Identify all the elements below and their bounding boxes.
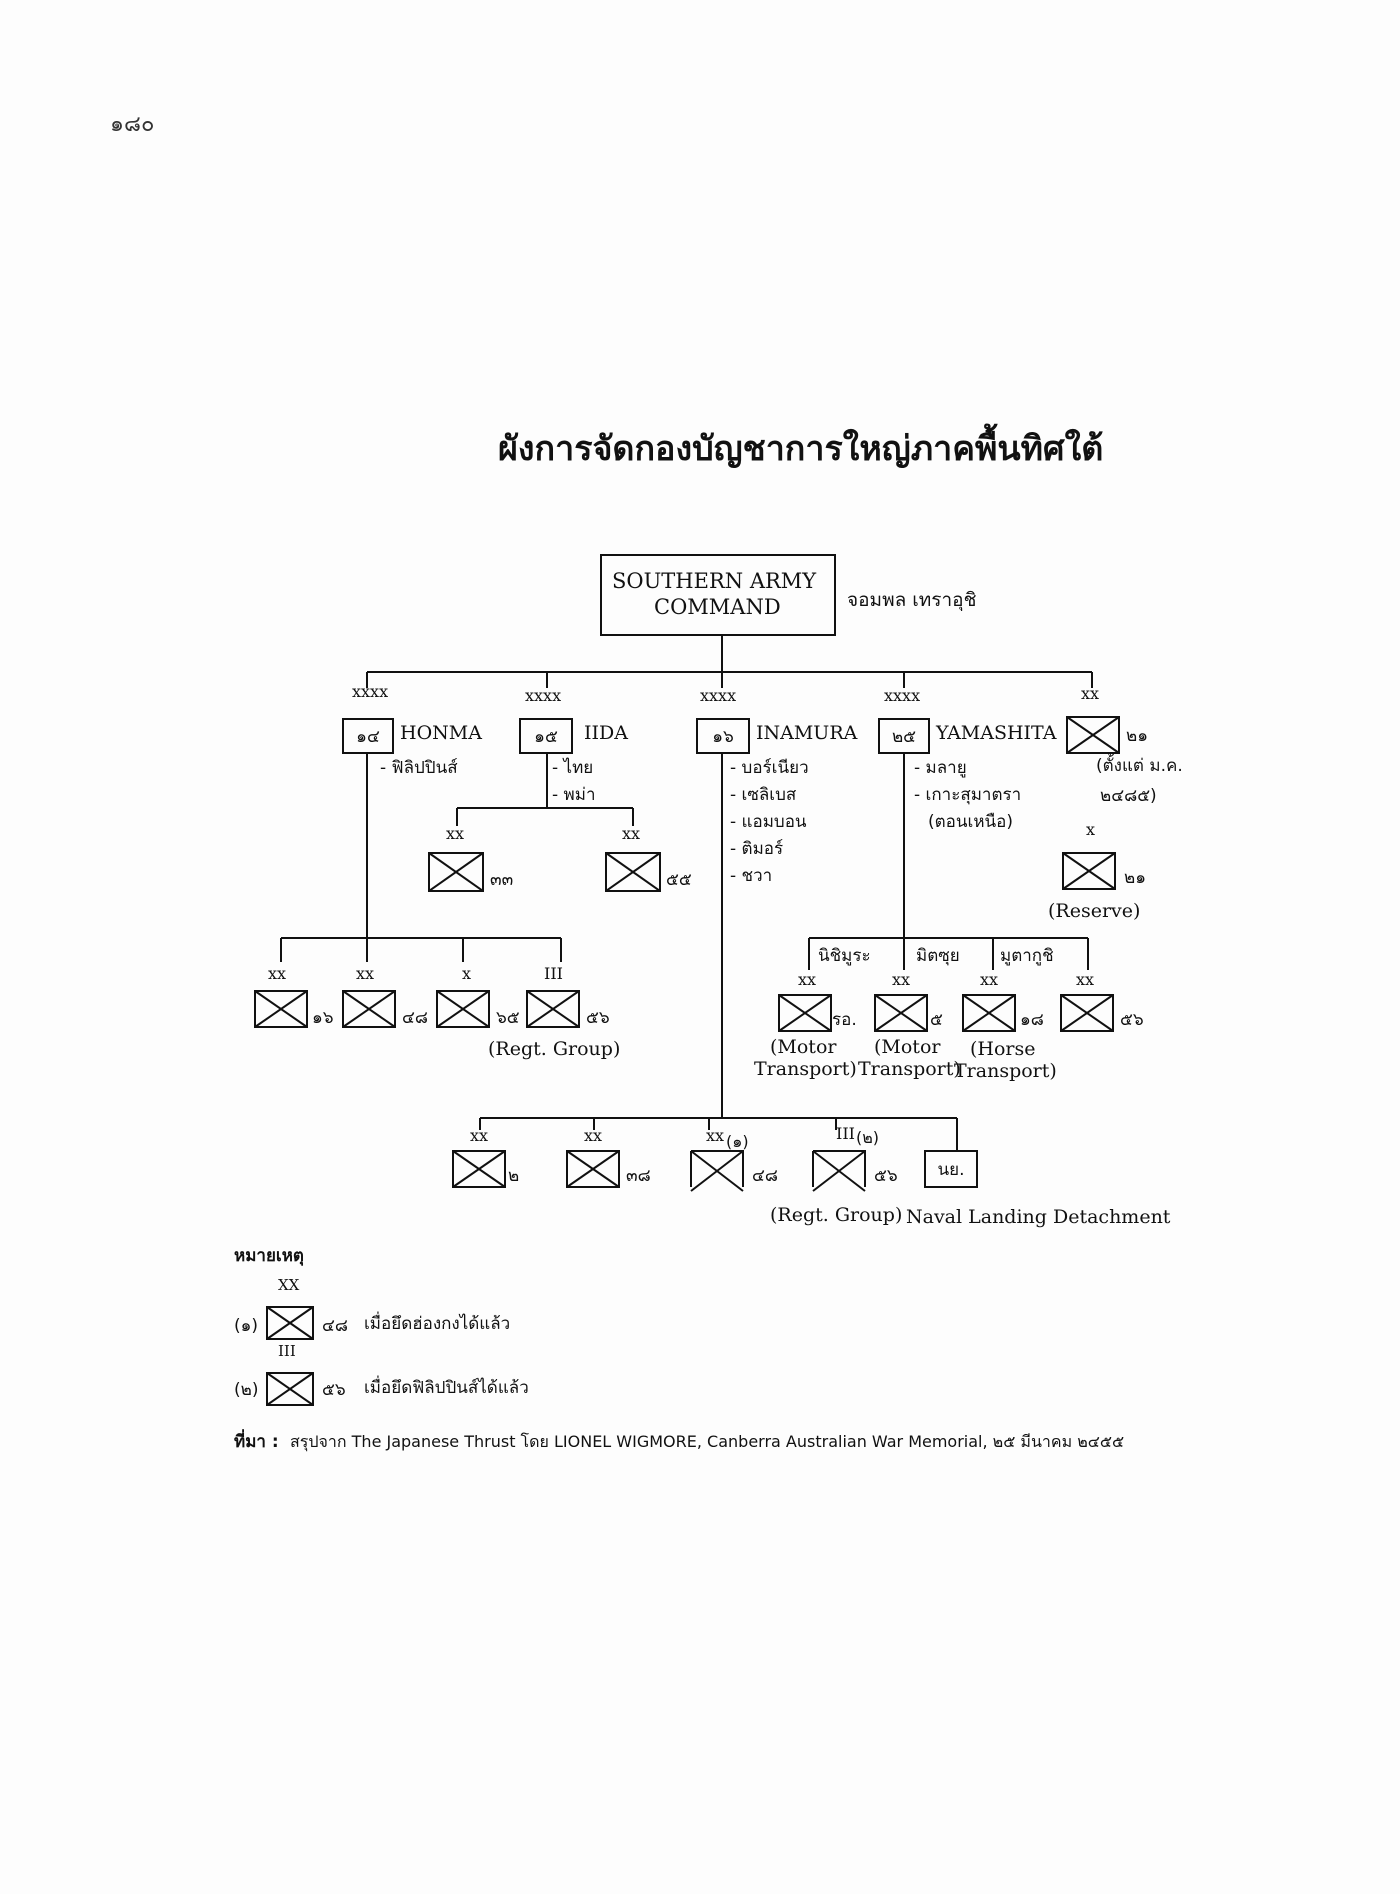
honma-unit-65-x-box — [436, 990, 490, 1028]
army-16-area-4: - ติมอร์ — [730, 839, 784, 859]
yamashita-unit-5-x-box — [874, 994, 928, 1032]
inamura-unit-56-ref: (๒) — [856, 1128, 880, 1147]
yamashita-note-1-line1: (Motor — [770, 1036, 837, 1058]
army-15-name: IIDA — [584, 722, 628, 744]
reserve-echelon: x — [1086, 820, 1096, 839]
army-15-echelon: xxxx — [525, 686, 562, 705]
honma-unit-56-number: ๕๖ — [586, 1008, 610, 1028]
honma-unit-48-number: ๔๘ — [402, 1008, 428, 1028]
yamashita-unit-56-number: ๕๖ — [1120, 1010, 1144, 1030]
iida-unit-33-x-box — [428, 852, 484, 892]
yamashita-commander-3: มูตากูชิ — [1000, 946, 1054, 966]
yamashita-note-2-line2: Transport) — [858, 1058, 961, 1080]
army-14-area-1: - ฟิลิปปินส์ — [380, 758, 458, 778]
remark-2-text: เมื่อยึดฟิลิปปินส์ได้แล้ว — [364, 1378, 529, 1398]
yamashita-unit-ro-number: รอ. — [832, 1010, 857, 1030]
inamura-unit-48-x-box — [690, 1150, 744, 1192]
yamashita-unit-56-echelon: xx — [1076, 970, 1095, 989]
yamashita-note-2-line1: (Motor — [874, 1036, 941, 1058]
source-label: ที่มา : — [234, 1432, 279, 1452]
remark-1-ref: (๑) — [234, 1316, 259, 1336]
inamura-unit-56-x-box — [812, 1150, 866, 1192]
page-number: ๑๘๐ — [110, 112, 155, 137]
army-14-echelon: xxxx — [352, 682, 389, 701]
army-16-box: ๑๖ — [696, 718, 750, 754]
inamura-unit-38-number: ๓๘ — [626, 1166, 651, 1186]
honma-unit-48-x-box — [342, 990, 396, 1028]
yamashita-commander-2: มิตซุย — [916, 946, 960, 966]
iida-unit-55-x-box — [605, 852, 661, 892]
southern-army-line1: SOUTHERN ARMY — [612, 569, 817, 593]
honma-unit-16-x-box — [254, 990, 308, 1028]
yamashita-unit-ro-x-box — [778, 994, 832, 1032]
inamura-unit-48-echelon: xx — [706, 1126, 725, 1145]
remark-1-number: ๔๘ — [322, 1316, 348, 1336]
army-25-area-3: (ตอนเหนือ) — [928, 812, 1013, 832]
remark-2-number: ๕๖ — [322, 1380, 346, 1400]
commander-name: จอมพล เทราอุชิ — [847, 589, 977, 611]
source-text: สรุปจาก The Japanese Thrust โดย LIONEL WIGMORE, Canberra Australian War Memorial, ๒๕ มีนาคม ๒๔๕๕ — [290, 1432, 1125, 1451]
reserve-number: ๒๑ — [1124, 868, 1146, 888]
army-16-name: INAMURA — [756, 722, 858, 744]
army-16-area-5: - ชวา — [730, 866, 773, 886]
remark-2-x-box — [266, 1372, 314, 1406]
remark-1-x-box — [266, 1306, 314, 1340]
remarks-heading: หมายเหตุ — [234, 1246, 304, 1266]
army-25-area-1: - มลายู — [914, 758, 967, 778]
remark-1-text: เมื่อยึดฮ่องกงได้แล้ว — [364, 1314, 511, 1334]
army-25-name: YAMASHITA — [936, 722, 1057, 744]
yamashita-unit-56-x-box — [1060, 994, 1114, 1032]
yamashita-unit-5-number: ๕ — [930, 1010, 943, 1030]
inamura-unit-48-number: ๔๘ — [752, 1166, 778, 1186]
inamura-unit-2-x-box — [452, 1150, 506, 1188]
inamura-unit-2-number: ๒ — [508, 1166, 520, 1186]
div-21-echelon: xx — [1081, 684, 1100, 703]
army-15-box: ๑๕ — [519, 718, 573, 754]
yamashita-unit-18-x-box — [962, 994, 1016, 1032]
remark-2-echelon: III — [278, 1342, 296, 1360]
div-21-note-2: ๒๔๘๕) — [1100, 786, 1157, 806]
naval-landing-box: นย. — [924, 1150, 978, 1188]
honma-unit-48-echelon: xx — [356, 964, 375, 983]
yamashita-unit-18-number: ๑๘ — [1020, 1010, 1044, 1030]
yamashita-commander-1: นิชิมูระ — [818, 946, 871, 966]
div-21-number: ๒๑ — [1126, 726, 1148, 746]
army-16-area-1: - บอร์เนียว — [730, 758, 809, 778]
div-21-x-box — [1066, 716, 1120, 754]
honma-unit-16-number: ๑๖ — [312, 1008, 334, 1028]
army-15-area-1: - ไทย — [552, 758, 594, 778]
inamura-unit-2-echelon: xx — [470, 1126, 489, 1145]
army-14-box: ๑๔ — [342, 718, 394, 754]
inamura-unit-56-echelon: III — [836, 1124, 855, 1143]
inamura-unit-38-echelon: xx — [584, 1126, 603, 1145]
naval-landing-detachment: Naval Landing Detachment — [906, 1206, 1171, 1228]
inamura-unit-38-x-box — [566, 1150, 620, 1188]
honma-unit-56-x-box — [526, 990, 580, 1028]
inamura-unit-48-ref: (๑) — [726, 1132, 749, 1151]
army-25-box: ๒๕ — [878, 718, 930, 754]
honma-unit-65-echelon: x — [462, 964, 472, 983]
iida-unit-55-echelon: xx — [622, 824, 641, 843]
yamashita-note-3-line1: (Horse — [970, 1038, 1036, 1060]
honma-unit-65-number: ๖๕ — [496, 1008, 520, 1028]
yamashita-note-1-line2: Transport) — [754, 1058, 857, 1080]
iida-unit-33-echelon: xx — [446, 824, 465, 843]
chart-title: ผังการจัดกองบัญชาการใหญ่ภาคพื้นทิศใต้ — [498, 429, 1104, 469]
reserve-x-box — [1062, 852, 1116, 890]
iida-unit-55-number: ๕๕ — [666, 870, 692, 890]
remark-2-ref: (๒) — [234, 1380, 259, 1400]
army-25-area-2: - เกาะสุมาตรา — [914, 785, 1022, 805]
honma-unit-16-echelon: xx — [268, 964, 287, 983]
army-15-area-2: - พม่า — [552, 785, 596, 805]
army-16-echelon: xxxx — [700, 686, 737, 705]
honma-unit-56-echelon: III — [544, 964, 563, 983]
reserve-label: (Reserve) — [1048, 900, 1141, 922]
army-14-name: HONMA — [400, 722, 482, 744]
southern-army-line2: COMMAND — [654, 595, 781, 619]
yamashita-unit-ro-echelon: xx — [798, 970, 817, 989]
iida-unit-33-number: ๓๓ — [490, 870, 514, 890]
yamashita-unit-5-echelon: xx — [892, 970, 911, 989]
army-16-area-2: - เซลิเบส — [730, 785, 797, 805]
inamura-regt-group: (Regt. Group) — [770, 1204, 903, 1226]
div-21-note-1: (ตั้งแต่ ม.ค. — [1096, 756, 1183, 776]
yamashita-unit-18-echelon: xx — [980, 970, 999, 989]
army-25-echelon: xxxx — [884, 686, 921, 705]
yamashita-note-3-line2: Transport) — [954, 1060, 1057, 1082]
remark-1-echelon: XX — [278, 1276, 300, 1294]
honma-regt-group: (Regt. Group) — [488, 1038, 621, 1060]
army-16-area-3: - แอมบอน — [730, 812, 807, 832]
inamura-unit-56-number: ๕๖ — [874, 1166, 898, 1186]
